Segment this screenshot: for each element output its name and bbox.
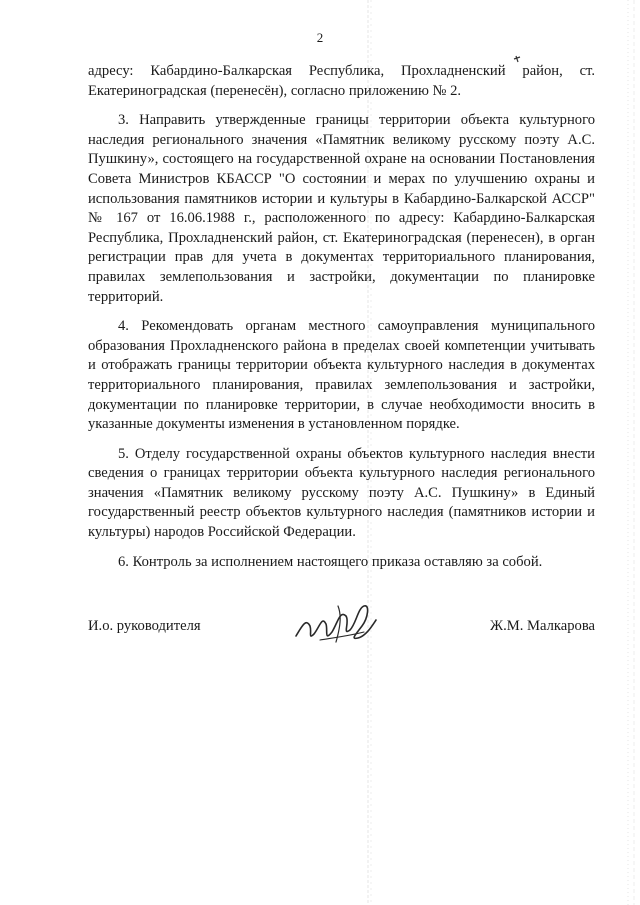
paragraph-item-6: 6. Контроль за исполнением настоящего приказа оставляю за собой. bbox=[118, 553, 543, 570]
paragraph-address-continuation: адресу: Кабардино-Балкарская Республика, Прохладненский район, ст. Екатериноградская (перенесён), согласно приложению № 2. bbox=[88, 63, 595, 99]
document-body bbox=[88, 62, 595, 572]
paragraph-item-3: 3. Направить утвержденные границы территории объекта культурного наследия регионального значения «Памятник великому русскому поэту А.С. Пушкину», состоящего на государственной охране на основании Постановления Совета Министров КБАССР "О состоянии и мерах по улучшению охраны и использования памятников истории и культуры в Кабардино-Балкарской АССР" № 167 от 16.06.1988 г., расположенного по адресу: Кабардино-Балкарская Республика, Прохладненский район, ст. Екатериноградская (перенесен), в орган регистрации прав для учета в документах территориального планирования, правилах землепользования и застройки, документации по планировке территорий. bbox=[88, 112, 595, 305]
paragraph-item-4: 4. Рекомендовать органам местного самоуправления муниципального образования Прохладненского района в пределах своей компетенции учитывать и отображать границы территории объекта культурного наследия в документах территориального планирования, правилах землепользования и застройки, документации по планировке территории, в случае необходимости вносить в указанные документы изменения в установленном порядке. bbox=[88, 318, 595, 433]
handwritten-signature bbox=[292, 596, 380, 650]
paragraph-item-5: 5. Отделу государственной охраны объектов культурного наследия внести сведения о границах территории объекта культурного наследия регионального значения «Памятник великому русскому поэту А.С. Пушкину» в Единый государственный реестр объектов культурного наследия (памятников истории и культуры) народов Российской Федерации. bbox=[88, 445, 595, 541]
signatory-position: И.о. руководителя bbox=[88, 618, 201, 634]
signatory-name: Ж.М. Малкарова bbox=[490, 618, 595, 634]
page-number: 2 bbox=[316, 30, 324, 45]
scan-edge-artifact bbox=[622, 0, 640, 905]
